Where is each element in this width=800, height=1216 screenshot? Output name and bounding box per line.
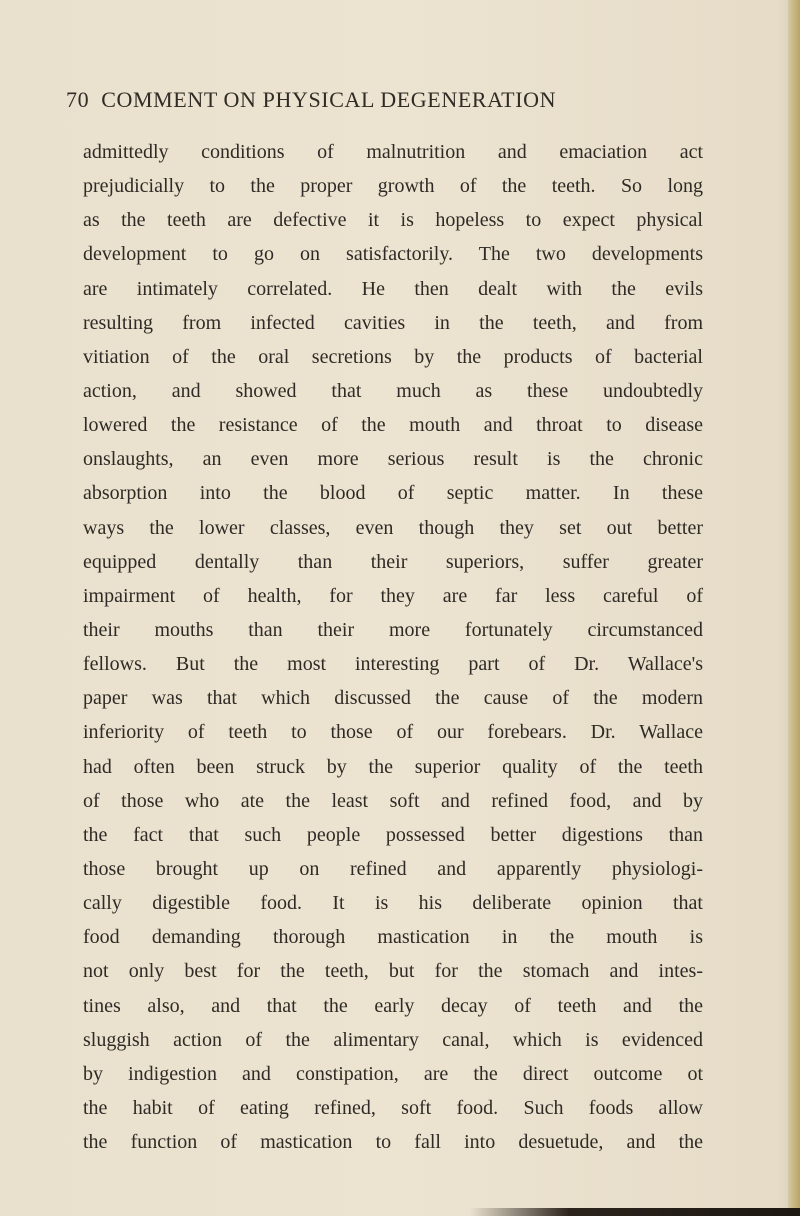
- text-line: as the teeth are defective it is hopeless to expect physical: [83, 209, 703, 232]
- text-line: not only best for the teeth, but for the stomach and intes-: [83, 960, 703, 983]
- text-line: equipped dentally than their superiors, suffer greater: [83, 550, 703, 573]
- text-line: food demanding thorough mastication in the mouth is: [83, 926, 703, 949]
- text-line: the fact that such people possessed better digestions than: [83, 823, 703, 846]
- text-line: prejudicially to the proper growth of the teeth. So long: [83, 175, 703, 198]
- text-line: inferiority of teeth to those of our forebears. Dr. Wallace: [83, 721, 703, 744]
- text-line: ways the lower classes, even though they set out better: [83, 516, 703, 539]
- text-line: paper was that which discussed the cause of the modern: [83, 687, 703, 710]
- text-line: their mouths than their more fortunately circumstanced: [83, 618, 703, 641]
- text-line: resulting from infected cavities in the teeth, and from: [83, 311, 703, 334]
- text-line: the habit of eating refined, soft food. Such foods allow: [83, 1096, 703, 1119]
- page-bottom-shadow: [470, 1208, 800, 1216]
- text-line: of those who ate the least soft and refined food, and by: [83, 789, 703, 812]
- text-line: fellows. But the most interesting part of Dr. Wallace's: [83, 653, 703, 676]
- running-head: [66, 87, 706, 113]
- text-line: sluggish action of the alimentary canal, which is evidenced: [83, 1028, 703, 1051]
- text-line: had often been struck by the superior quality of the teeth: [83, 755, 703, 778]
- running-head-title: COMMENT ON PHYSICAL DEGENERATION: [101, 87, 557, 112]
- text-line: lowered the resistance of the mouth and throat to disease: [83, 414, 703, 437]
- page-edge: [788, 0, 800, 1216]
- text-line: admittedly conditions of malnutrition and emaciation act: [83, 141, 703, 163]
- text-line: the function of mastication to fall into desuetude, and the: [83, 1131, 703, 1154]
- text-line: absorption into the blood of septic matter. In these: [83, 482, 703, 505]
- text-line: vitiation of the oral secretions by the products of bacterial: [83, 345, 703, 368]
- text-line: cally digestible food. It is his deliberate opinion that: [83, 892, 703, 915]
- text-line: development to go on satisfactorily. The two developments: [83, 243, 703, 266]
- text-line: by indigestion and constipation, are the direct outcome ot: [83, 1062, 703, 1085]
- text-line: tines also, and that the early decay of teeth and the: [83, 994, 703, 1017]
- body-text: [83, 135, 703, 1159]
- text-line: action, and showed that much as these undoubtedly: [83, 379, 703, 402]
- page-number: 70: [66, 87, 90, 112]
- text-line: onslaughts, an even more serious result is the chronic: [83, 448, 703, 471]
- text-line: impairment of health, for they are far less careful of: [83, 584, 703, 607]
- text-line: are intimately correlated. He then dealt with the evils: [83, 277, 703, 300]
- text-line: those brought up on refined and apparently physiologi-: [83, 857, 703, 880]
